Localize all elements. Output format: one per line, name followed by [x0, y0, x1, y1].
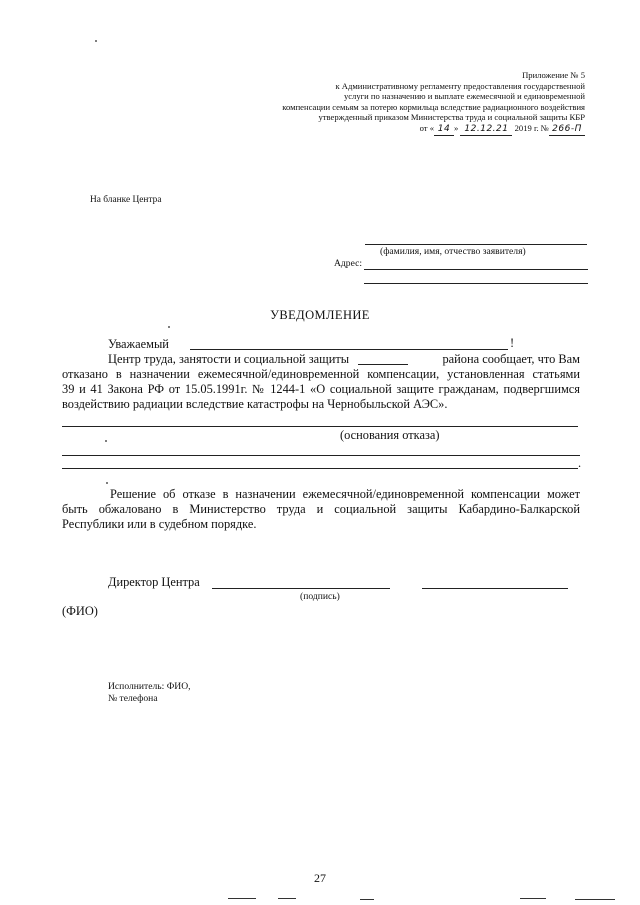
director-label: Директор Центра	[108, 575, 200, 589]
body-line-1a: Центр труда, занятости и социальной защиты	[108, 352, 350, 366]
fio-label: (ФИО)	[62, 604, 98, 618]
order-number: 266-П	[549, 124, 585, 136]
refusal-line-2	[62, 455, 580, 456]
greeting: Уважаемый	[108, 337, 169, 351]
body-line-4: воздействию радиации вследствие катастрофы на Чернобыльской АЭС».	[62, 397, 448, 411]
scan-edge-mark	[575, 899, 615, 900]
scan-speck	[95, 40, 97, 42]
appendix-line: к Административному регламенту предоставления государственной	[335, 80, 585, 91]
appendix-header	[225, 70, 585, 136]
scan-edge-mark	[228, 898, 256, 899]
address-line-2	[364, 283, 588, 284]
appeal-line-3: Республики или в судебном порядке.	[62, 517, 257, 531]
body-line-3: 39 и 41 Закона РФ от 15.05.1991г. № 1244-1 «О социальной защите гражданам, подвергшимся	[62, 382, 580, 396]
body-line-2: отказано в назначении ежемесячной/единовременной компенсации, установленная статьями	[62, 367, 580, 381]
page-number: 27	[314, 871, 326, 885]
refusal-end-dot: .	[578, 456, 582, 470]
applicant-name-caption: (фамилия, имя, отчество заявителя)	[380, 246, 526, 257]
greeting-name-line	[190, 349, 508, 350]
refusal-line-1	[62, 426, 578, 427]
date-day: 14	[434, 124, 454, 136]
date-month: 12.12.21	[460, 124, 512, 136]
signature-line	[212, 588, 390, 589]
appendix-title: Приложение № 5	[522, 70, 585, 80]
appeal-line-1: Решение об отказе в назначении ежемесячной/единовременной компенсации может	[110, 487, 580, 501]
date-year: 2019 г. №	[514, 122, 549, 133]
appeal-line-2: быть обжаловано в Министерство труда и социальной защиты Кабардино-Балкарской	[62, 502, 580, 516]
date-prefix: от «	[419, 122, 434, 133]
applicant-name-line	[365, 244, 587, 245]
district-blank-line	[358, 364, 408, 365]
scan-speck	[106, 482, 108, 484]
scan-edge-mark	[360, 899, 374, 900]
director-name-line	[422, 588, 568, 589]
executor-phone: № телефона	[108, 693, 158, 704]
refusal-line-3	[62, 468, 578, 469]
appendix-line: компенсации семьям за потерю кормильца вследствие радиационного воздействия	[282, 101, 585, 112]
scan-speck	[105, 440, 107, 442]
body-line-1b: района сообщает, что Вам	[442, 352, 580, 366]
scan-speck	[168, 326, 170, 328]
address-label: Адрес:	[334, 258, 363, 269]
greeting-exclamation: !	[510, 336, 515, 350]
refusal-caption: (основания отказа)	[340, 428, 440, 442]
date-mid: »	[454, 122, 459, 133]
letterhead-note: На бланке Центра	[90, 195, 162, 205]
document-title: УВЕДОМЛЕНИЕ	[270, 308, 370, 322]
scan-edge-mark	[278, 898, 296, 899]
appendix-date-line	[225, 123, 585, 136]
scan-edge-mark	[520, 898, 546, 899]
appendix-line: утвержденный приказом Министерства труда и социальной защиты КБР	[318, 112, 585, 123]
signature-caption: (подпись)	[300, 591, 340, 602]
appendix-line: услуги по назначению и выплате ежемесячной и единовременной	[343, 91, 585, 102]
executor-line-1: Исполнитель: ФИО,	[108, 681, 191, 692]
address-line-1	[364, 269, 588, 270]
